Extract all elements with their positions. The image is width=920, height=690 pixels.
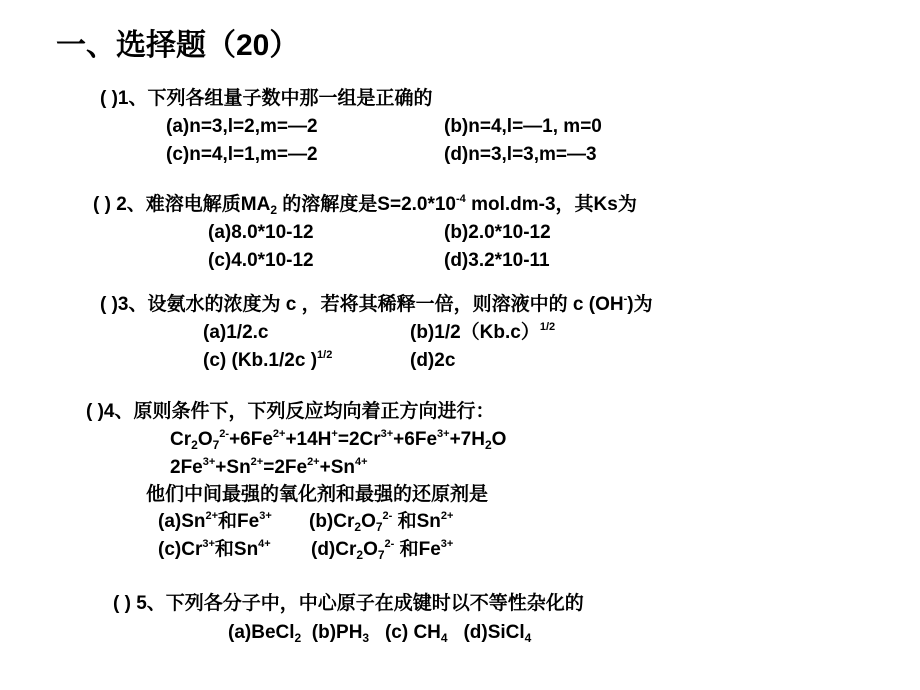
q1-option-c: (c)n=4,l=1,m=—2: [166, 144, 318, 165]
q2-option-d: (d)3.2*10-11: [444, 250, 550, 271]
q1-stem: ( )1、下列各组量子数中那一组是正确的: [100, 88, 433, 109]
q3-stem: ( )3、设氨水的浓度为 c ，若将其稀释一倍，则溶液中的 c (OH-)为: [100, 293, 653, 315]
q4-option-d: $(d)Cr_2O_7^{2-}$ 和$Fe^{3+}$: [311, 538, 454, 562]
q4-stem: ( )4、原则条件下，下列反应均向着正方向进行：: [86, 401, 495, 422]
q2-option-a: (a)8.0*10-12: [208, 222, 314, 243]
q4-reaction-2: $2Fe^{3+}+Sn^{2+}=2Fe^{2+}+Sn^{4+}$: [170, 456, 368, 478]
q2-option-c: (c)4.0*10-12: [208, 250, 314, 271]
q5-option-d: (d)SiCl$_4$: [463, 622, 532, 645]
q4-reaction-1: $Cr_2O_7^{2-}+6Fe^{2+}+14H^+=2Cr^{3+}+6Fe^{3+}+7H_2O$: [170, 428, 507, 452]
q4-option-c: $(c)Cr^{3+}$和$Sn^{4+}$: [158, 538, 271, 560]
q5-option-a: (a)BeCl$_2$: [228, 622, 302, 645]
page-title: 一、选择题（20）: [56, 29, 300, 62]
q5-options: [228, 622, 531, 644]
q5-option-c: (c) $CH_4$: [384, 622, 448, 645]
q1-option-a: (a)n=3,l=2,m=—2: [166, 116, 318, 137]
q1-option-d: (d)n=3,l=3,m=—3: [444, 144, 597, 165]
q2-stem: ( ) 2、难溶电解质$MA_2$ 的溶解度是$S=2.0*10^{-4}$ mol.dm-3，其Ks为: [93, 193, 637, 217]
q1-option-b: (b)n=4,l=—1, m=0: [444, 116, 602, 137]
q4-option-a: $(a)Sn^{2+}$和$Fe^{3+}$: [158, 510, 272, 532]
q3-option-a: (a)1/2.c: [203, 322, 269, 343]
q3-option-d: (d)2c: [410, 350, 456, 371]
q3-option-c: (c) (Kb.1/2c )$^{1/2}$: [203, 349, 333, 371]
q5-option-b: $(b)PH_3$: [311, 622, 370, 645]
q2-option-b: (b)2.0*10-12: [444, 222, 551, 243]
q5-stem: ( ) 5、下列各分子中，中心原子在成键时以不等性杂化的: [113, 593, 584, 614]
q4-question: 他们中间最强的氧化剂和最强的还原剂是: [146, 484, 489, 505]
q3-option-b: $(b)1/2(Kb.c)^{1/2}$: [410, 321, 556, 343]
q4-option-b: $(b)Cr_2O_7^{2-}$ 和$Sn^{2+}$: [309, 510, 454, 534]
